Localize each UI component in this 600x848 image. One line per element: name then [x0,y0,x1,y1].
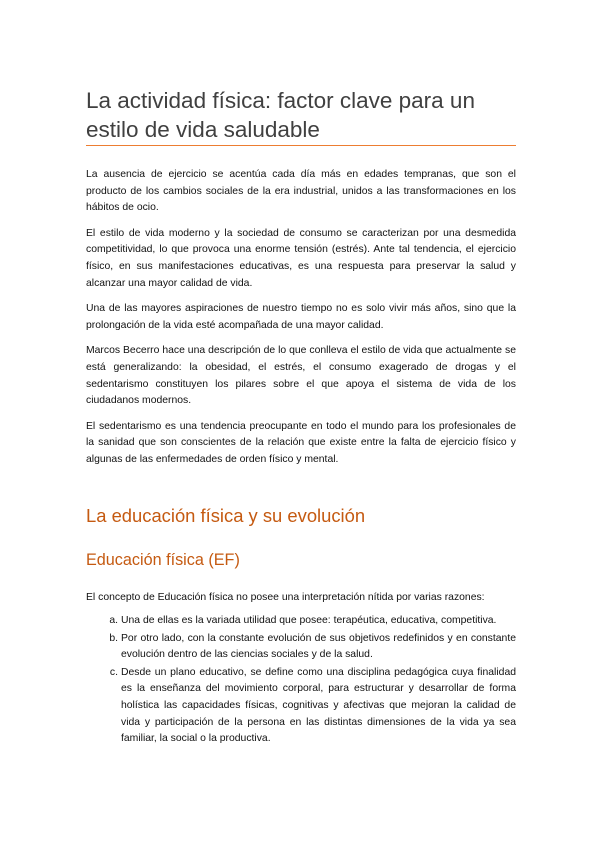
list-marker: a. [109,615,118,626]
section-heading: La educación física y su evolución [86,505,366,526]
paragraph: Marcos Becerro hace una descripción de lo que conlleva el estilo de vida que actualmente se está generalizando: la obesidad, el estrés, el consumo exagerado de drogas y el sedentarismo constituyen los pilares sobre el que apoya el sistema de vida de los ciudadanos modernos. [86,345,516,407]
list-marker: c. [109,666,118,678]
paragraph: Una de las mayores aspiraciones de nuestro tiempo no es solo vivir más años, sino que la prolongación de la vida esté acompañada de una mayor calidad. [86,303,516,331]
list-marker: b. [109,632,118,644]
subsection-heading: Educación física (EF) [86,551,240,569]
paragraph: El estilo de vida moderno y la sociedad de consumo se caracterizan por una desmedida competitividad, lo que provoca una enorme tensión (estrés). Ante tal tendencia, el ejercicio físico, en sus manifestaciones educativas, es una respuesta para preservar la salud y alcanzar una mayor calidad de vida. [86,227,516,289]
reasons-list [86,613,516,749]
body-text [86,167,516,478]
list-item [86,613,516,630]
list-item-text: Desde un plano educativo, se define como una disciplina pedagógica cuya finalidad es la enseñanza del movimiento corporal, para estructurar y desarrollar de forma holística las capacidades físicas, cognitivas y afectivas que mejoran la calidad de vida y participación de la persona en las distintas dimensiones de la vida ya sea familiar, la social o la productiva. [121,666,516,745]
paragraph: El sedentarismo es una tendencia preocupante en todo el mundo para los profesionales de la sanidad que son conscientes de la relación que existe entre la falta de ejercicio físico y algunas de las enfermedades de orden físico y mental. [86,420,516,465]
list-item [86,665,516,748]
list-intro: El concepto de Educación física no posee una interpretación nítida por varias razones: [86,592,485,603]
paragraph: La ausencia de ejercicio se acentúa cada día más en edades tempranas, que son el producto de los cambios sociales de la era industrial, unidos a las transformaciones en los hábitos de ocio. [86,169,516,214]
document-title: La actividad física: factor clave para un estilo de vida saludable [86,88,475,142]
list-item-text: Por otro lado, con la constante evolución de sus objetivos redefinidos y en constante evolución dentro de las ciencias sociales y de la salud. [121,632,516,661]
list-item [86,631,516,664]
list-item-text: Una de ellas es la variada utilidad que posee: terapéutica, educativa, competitiva. [121,615,497,626]
title-underline [86,145,516,146]
